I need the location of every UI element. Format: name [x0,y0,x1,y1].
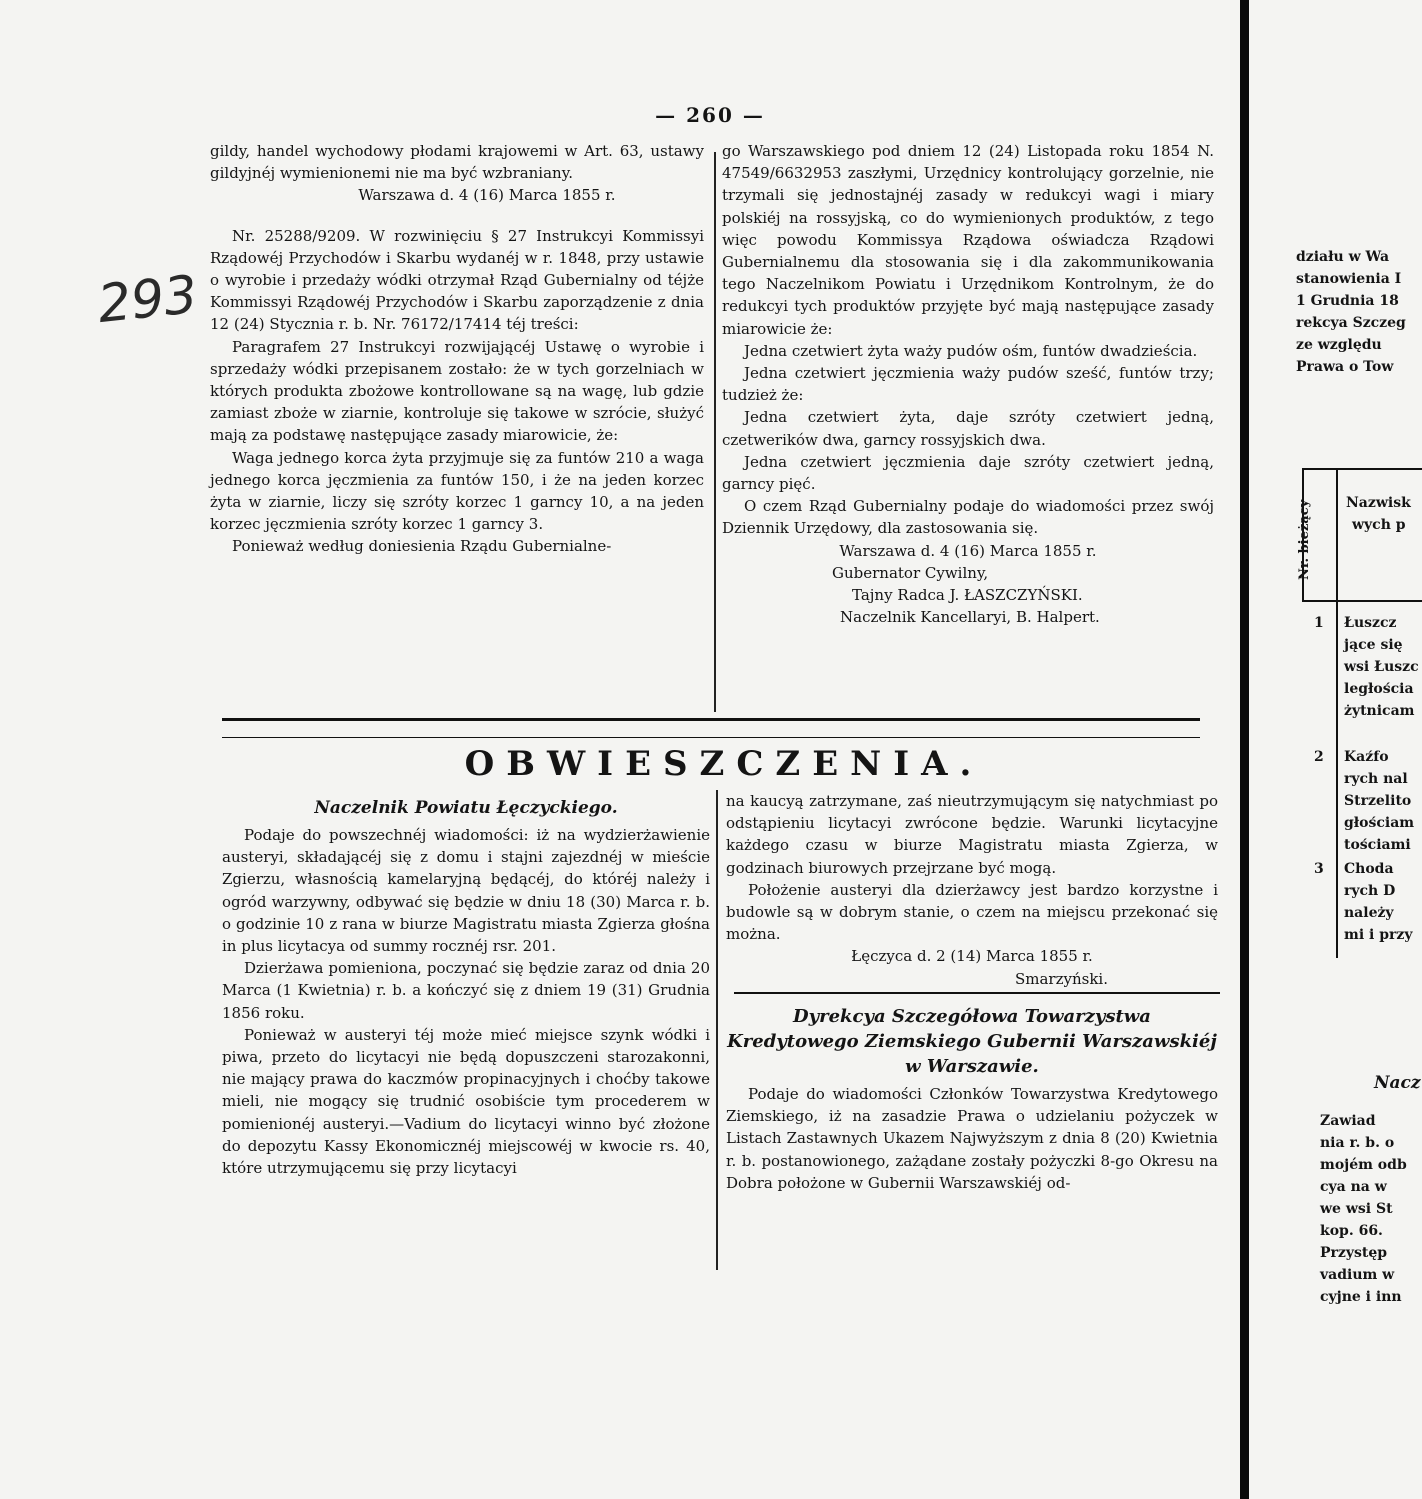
notice-right-column [726,790,1218,990]
paragraph: Dzierżawa pomieniona, poczynać się będzie zaraz od dnia 20 Marca (1 Kwietnia) r. b. a kończyć się z dniem 19 (31) Grudnia 1856 roku. [222,959,710,1022]
signature-line: Gubernator Cywilny, [832,563,989,582]
paragraph: O czem Rząd Gubernialny podaje do wiadomości przez swój Dziennik Urzędowy, dla zastosowania się. [722,497,1214,538]
adjacent-table-header-col2: Nazwisk wych p [1346,495,1411,533]
section-rule-thin [222,737,1200,738]
notice-title: Dyrekcya Szczegółowa Towarzystwa Kredytowego Ziemskiego Gubernii Warszawskiéj w Warszawie. [727,1006,1217,1077]
adjacent-table-header-col1: Nr. bieżący [1297,499,1312,580]
top-left-column [210,140,704,558]
paragraph: gildy, handel wychodowy płodami krajowemi w Art. 63, ustawy gildyjnéj wymienionemi nie ma być wzbraniany. [210,142,704,183]
paragraph: Jedna czetwiert żyta, daje szróty czetwiert jedną, czetwerików dwa, garncy rossyjskich dwa. [722,408,1214,449]
notice-title: Naczelnik Powiatu Łęczyckiego. [314,798,618,818]
page-binding-line [1240,0,1249,1499]
paragraph: Paragrafem 27 Instrukcyi rozwijającéj Ustawę o wyrobie i sprzedaży wódki przepisanem zostało: że w tych gorzelniach w których produkta zbożowe kontrollowane są na wagę, lub gdzie zamiast zboże w ziarnie, kontroluje się takowe w szrócie, służyć mają za podstawę następujące zasady miarowicie, że: [210,337,704,445]
signature-line: Tajny Radca J. ŁASZCZYŃSKI. [852,586,1083,605]
notice-left-column [222,796,710,1179]
section-heading: OBWIESZCZENIA. [464,744,984,784]
paragraph: Ponieważ według doniesienia Rządu Gubernialne- [232,537,612,556]
dateline: Warszawa d. 4 (16) Marca 1855 r. [839,541,1097,560]
signature-line: Naczelnik Kancellaryi, B. Halpert. [840,608,1100,627]
notice-divider-rule [734,992,1220,994]
table-row: 2 Kaźfo rych nal Strzelito głościam tościami [1314,749,1415,853]
table-row: 3 Choda rych D należy mi i przy [1314,861,1413,943]
column-divider [714,152,716,712]
dyrekcya-notice [726,1004,1218,1194]
paragraph: Ponieważ w austeryi téj może mieć miejsce szynk wódki i piwa, przeto do licytacyi nie będą dopuszczeni starozakonni, nie mający prawa do kaczmów propinacyjnych i choćby takowe mieli, nie mogący się trudnić osobiście tym procederem w pomienionéj austeryi.—Vadium do licytacyi winno być złożone do depozytu Kassy Ekonomicznéj miejscowéj w kwocie rs. 40, które utrzymującemu się przy licytacyi [222,1025,710,1178]
adjacent-page-fragment [1256,0,1422,1499]
paragraph: Nr. 25288/9209. W rozwinięciu § 27 Instrukcyi Kommissyi Rządowéj Przychodów i Skarbu wydanéj w r. 1848, przy ustawie o wyrobie i przedaży wódki otrzymał Rząd Gubernialny od téjże Kommissyi Rządowéj Przychodów i Skarbu zaporządzenie z dnia 12 (24) Stycznia r. b. Nr. 76172/17414 téj treści: [210,226,704,334]
paragraph: Jedna czetwiert żyta waży pudów ośm, funtów dwadzieścia. [744,341,1198,360]
signature-line: Smarzyński. [1014,969,1108,988]
adjacent-top-text: działu w Wa stanowienia I 1 Grudnia 18 rekcya Szczeg ze względu Prawa o Tow [1296,249,1406,375]
paragraph: Jedna czetwiert jęczmienia waży pudów sześć, funtów trzy; tudzież że: [722,364,1214,405]
paragraph: na kaucyą zatrzymane, zaś nieutrzymującym się natychmiast po odstąpieniu licytacyi zwrócone będzie. Warunki licytacyjne każdego czasu w biurze Magistratu miasta Zgierza, w godzinach biurowych przejrzane być mogą. [726,792,1218,877]
paragraph: Podaje do powszechnéj wiadomości: iż na wydzierżawienie austeryi, składającéj się z domu i stajni zajezdnéj w mieście Zgierzu, własnością kamelaryjną będącéj, do któréj należy i ogród warzywny, odbywać się będzie w dniu 18 (30) Marca r. b. o godzinie 10 z rana w biurze Magistratu miasta Zgierza głośna in plus licytacya od summy rocznéj rsr. 201. [222,826,710,956]
paragraph: Waga jednego korca żyta przyjmuje się za funtów 210 a waga jednego korca jęczmienia za funtów 150, i że na jeden korzec żyta w ziarnie, liczy się szróty korzec 1 garncy 10, a na jeden korzec jęczmienia szróty korzec 1 garncy 3. [210,448,704,534]
adjacent-bottom-text: Zawiad nia r. b. o mojém odb cya na w we wsi St kop. 66. Przystęp vadium w cyjne i inn [1320,1113,1407,1305]
top-right-column [722,140,1214,628]
paragraph: Jedna czetwiert jęczmienia daje szróty czetwiert jedną, garncy pięć. [722,452,1214,494]
paragraph: go Warszawskiego pod dniem 12 (24) Listopada roku 1854 N. 47549/6632953 zaszłymi, Urzędnicy kontrolujący gorzelnie, nie trzymali się jednostajnéj zasady w redukcyi wagi i miary polskiéj na rossyjską, co do wymienionych produktów, z tego więc powodu Kommissya Rządowa oświadcza Rządowi Gubernialnemu dla stosowania się i dla zakommunikowania tego Naczelnikom Powiatu i Urzędnikom Kontrolnym, że do redukcyi tych produktów przyjęte być mają następujące zasady miarowicie że: [722,142,1214,338]
paragraph: Położenie austeryi dla dzierżawcy jest bardzo korzystne i budowle są w dobrym stanie, o czem na miejscu przekonać się można. [726,880,1218,944]
dateline: Warszawa d. 4 (16) Marca 1855 r. [358,186,616,205]
table-row: 1 Łuszcz jące się wsi Łuszc ległościa żytnicam [1314,615,1419,719]
adjacent-notice-title: Nacz [1374,1073,1421,1093]
page-number: — 260 — [655,103,765,127]
dateline: Łęczyca d. 2 (14) Marca 1855 r. [851,947,1093,966]
paragraph: Podaje do wiadomości Członków Towarzystwa Kredytowego Ziemskiego, iż na zasadzie Prawa o udzielaniu pożyczek w Listach Zastawnych Ukazem Najwyższym z dnia 8 (20) Kwietnia r. b. postanowionego, zażądane zostały pożyczki 8-go Okresu na Dobra położone w Gubernii Warszawskiéj od- [726,1085,1218,1192]
section-rule [222,718,1200,721]
handwritten-margin-note: 293 [95,264,201,336]
column-divider [716,790,718,1270]
